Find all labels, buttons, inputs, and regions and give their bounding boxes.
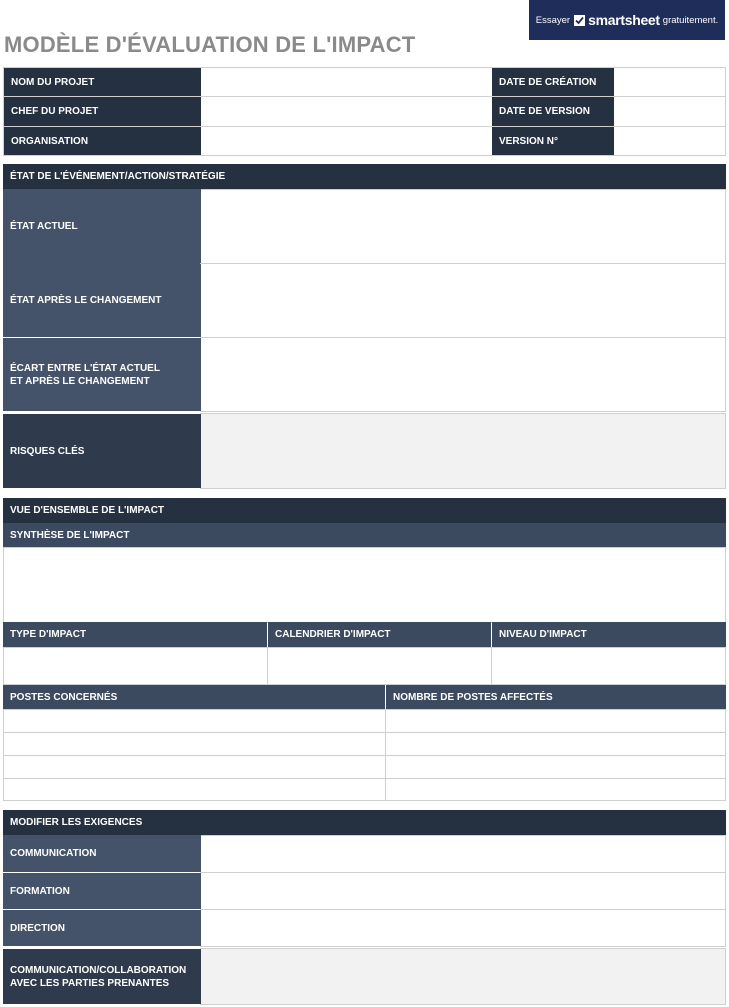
banner-try-text: Essayer xyxy=(535,14,571,26)
requirements-section-header: MODIFIER LES EXIGENCES xyxy=(3,810,726,835)
state-section-header: ÉTAT DE L'ÉVÉNEMENT/ACTION/STRATÉGIE xyxy=(3,164,726,189)
impact-level-header: NIVEAU D'IMPACT xyxy=(492,622,726,647)
positions-concerned-header: POSTES CONCERNÉS xyxy=(3,685,385,709)
state-gap-field[interactable] xyxy=(200,337,726,412)
after-change-state-field[interactable] xyxy=(200,263,726,338)
banner-free-text: gratuitement. xyxy=(662,14,719,26)
organisation-label: ORGANISATION xyxy=(4,127,201,155)
communication-field[interactable] xyxy=(200,835,726,873)
divider xyxy=(3,732,726,733)
version-number-label: VERSION N° xyxy=(492,127,614,155)
state-gap-label-line1: ÉCART ENTRE L'ÉTAT ACTUEL xyxy=(10,362,160,374)
impact-type-header: TYPE D'IMPACT xyxy=(3,622,267,647)
communication-label: COMMUNICATION xyxy=(3,835,201,872)
impact-summary-header: SYNTHÈSE DE L'IMPACT xyxy=(3,523,726,547)
current-state-label: ÉTAT ACTUEL xyxy=(3,189,201,264)
impact-summary-field[interactable] xyxy=(3,547,726,623)
key-risks-label: RISQUES CLÉS xyxy=(3,414,201,488)
impact-level-field[interactable] xyxy=(491,647,726,685)
stakeholders-label-line2: AVEC LES PARTIES PRENANTES xyxy=(10,977,170,989)
stakeholders-label-line1: COMMUNICATION/COLLABORATION xyxy=(10,964,187,976)
banner-brand: smartsheet xyxy=(588,12,660,28)
project-name-label: NOM DU PROJET xyxy=(4,68,201,96)
after-change-state-label: ÉTAT APRÈS LE CHANGEMENT xyxy=(3,264,201,337)
impact-type-field[interactable] xyxy=(3,647,269,685)
current-state-field[interactable] xyxy=(200,189,726,264)
version-date-label: DATE DE VERSION xyxy=(492,97,614,126)
direction-label: DIRECTION xyxy=(3,910,201,946)
smartsheet-banner[interactable] xyxy=(529,0,725,40)
project-manager-label: CHEF DU PROJET xyxy=(4,97,201,126)
direction-field[interactable] xyxy=(200,909,726,947)
stakeholders-label xyxy=(3,949,201,1004)
positions-count-header: NOMBRE DE POSTES AFFECTÉS xyxy=(386,685,726,709)
page-title: MODÈLE D'ÉVALUATION DE L'IMPACT xyxy=(4,32,416,57)
divider xyxy=(3,778,726,779)
impact-section-header: VUE D'ENSEMBLE DE L'IMPACT xyxy=(3,498,726,523)
impact-calendar-field[interactable] xyxy=(267,647,492,685)
key-risks-field[interactable] xyxy=(200,413,726,489)
state-gap-label-line2: ET APRÈS LE CHANGEMENT xyxy=(10,375,150,387)
impact-calendar-header: CALENDRIER D'IMPACT xyxy=(268,622,491,647)
training-label: FORMATION xyxy=(3,873,201,909)
state-gap-label xyxy=(3,338,201,411)
divider xyxy=(3,755,726,756)
creation-date-label: DATE DE CRÉATION xyxy=(492,68,614,96)
stakeholders-field[interactable] xyxy=(200,948,726,1005)
checkmark-logo-icon xyxy=(574,15,585,26)
training-field[interactable] xyxy=(200,872,726,910)
